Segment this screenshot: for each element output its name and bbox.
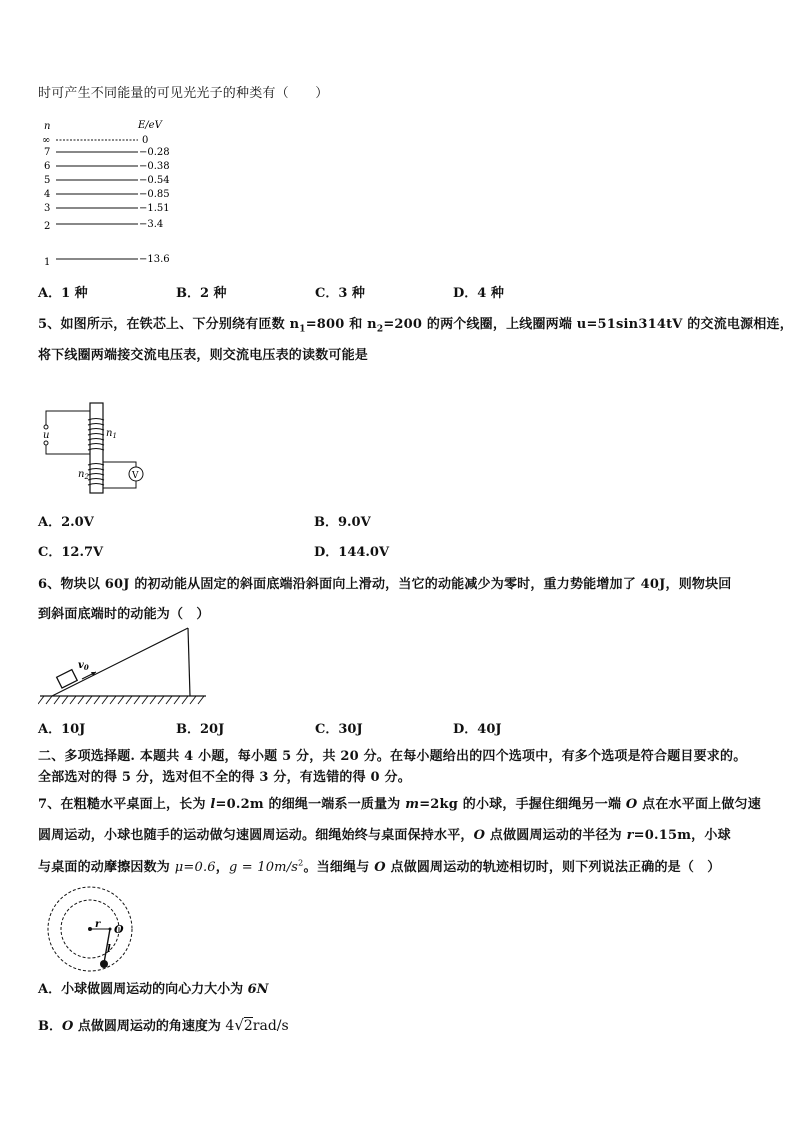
q6-option-c[interactable]: C．30J — [315, 722, 363, 737]
q4-option-b[interactable]: B．2 种 — [176, 286, 227, 301]
radius-label: r — [95, 919, 101, 930]
level-e-6: −0.38 — [139, 161, 170, 172]
q5-text-a: 5、如图所示，在铁芯上、下分别绕有匝数 n — [38, 317, 300, 332]
upper-wire-top — [46, 411, 90, 425]
q5-text-c: =200 的两个线圈，上线圈两端 u=51sin314tV 的交流电源相连， — [383, 317, 793, 332]
transformer-diagram — [38, 398, 158, 498]
level-n-7: 7 — [44, 147, 51, 158]
q5-option-b[interactable]: B．9.0V — [314, 515, 371, 530]
coil-n2-label: $n_2$ — [78, 469, 89, 481]
level-n-2: 2 — [44, 221, 51, 232]
q4-option-c[interactable]: C．3 种 — [315, 286, 365, 301]
q5-n1-sub: 1 — [299, 324, 306, 335]
q6-option-d[interactable]: D．40J — [453, 722, 502, 737]
q6-option-a[interactable]: A．10J — [38, 722, 86, 737]
q7-option-b[interactable]: B．O 点做圆周运动的角速度为 4√2rad/s — [38, 1016, 289, 1034]
section2-line2: 全部选对的得 5 分，选对但不全的得 3 分，有选错的得 0 分。 — [38, 770, 411, 785]
velocity-label: $v_0$ — [78, 660, 89, 672]
level-n-inf: ∞ — [42, 135, 51, 146]
mu-expression: μ=0.6 — [174, 860, 216, 875]
q7-stem-line2: 圆周运动，小球也随手的运动做匀速圆周运动。细绳始终与桌面保持水平，O 点做圆周运动的半径为 r=0.15m，小球 — [38, 828, 731, 843]
level-n-6: 6 — [44, 161, 51, 172]
source-u-label: u — [43, 430, 50, 441]
level-e-2: −3.4 — [139, 219, 164, 230]
g-expression: $g = 10m/s^2$ — [228, 858, 304, 875]
q7-option-a[interactable]: A．小球做圆周运动的向心力大小为 6N — [38, 982, 269, 997]
level-e-inf: 0 — [142, 135, 149, 146]
n-header: n — [44, 121, 51, 132]
energy-level-diagram — [38, 116, 188, 268]
q6-stem-line2: 到斜面底端时的动能为（ ） — [38, 607, 210, 622]
q5-option-c[interactable]: C．12.7V — [38, 545, 104, 560]
q4-option-a[interactable]: A．1 种 — [38, 286, 88, 301]
voltmeter-label: V — [132, 471, 139, 481]
q5-stem-line1 — [38, 313, 793, 335]
q7-stem-line1: 7、在粗糙水平桌面上，长为 l=0.2m 的细绳一端系一质量为 m=2kg 的小球，手握住细绳另一端 O 点在水平面上做匀速 — [38, 797, 761, 812]
level-n-4: 4 — [44, 189, 51, 200]
level-n-1: 1 — [44, 257, 51, 268]
level-n-3: 3 — [44, 203, 51, 214]
level-n-5: 5 — [44, 175, 51, 186]
incline-vertical — [188, 628, 190, 696]
point-o-label: O — [114, 923, 124, 936]
q4-option-d[interactable]: D．4 种 — [453, 286, 504, 301]
incline-diagram — [38, 626, 213, 708]
q7-stem-line3: 与桌面的动摩擦因数为 μ=0.6，$g = 10m/s^2$。当细绳与 O 点做圆周运动的轨迹相切时，则下列说法正确的是（ ） — [38, 858, 721, 875]
q5-option-a[interactable]: A．2.0V — [38, 515, 94, 530]
level-e-1: −13.6 — [139, 254, 170, 265]
q5-stem-line2: 将下线圈两端接交流电压表，则交流电压表的读数可能是 — [38, 348, 369, 363]
circular-motion-diagram — [44, 886, 139, 974]
q4-stem: 时可产生不同能量的可见光光子的种类有（ ） — [38, 86, 329, 101]
terminal-bottom — [44, 441, 48, 445]
q5-text-b: =800 和 n — [305, 317, 377, 332]
level-e-7: −0.28 — [139, 147, 170, 158]
lower-wire-bottom — [103, 481, 136, 488]
angular-velocity-expression: 4√2rad/s — [225, 1016, 289, 1034]
terminal-top — [44, 425, 48, 429]
ball — [100, 960, 108, 968]
section2-line1: 二、多项选择题. 本题共 4 小题，每小题 5 分，共 20 分。在每小题给出的四个选项中，有多个选项是符合题目要求的。 — [38, 749, 747, 764]
q5-option-d[interactable]: D．144.0V — [314, 545, 390, 560]
coil-n1-label: $n_1$ — [106, 428, 117, 440]
e-header: E/eV — [138, 120, 162, 131]
level-e-3: −1.51 — [139, 203, 170, 214]
lower-wire-top — [103, 462, 136, 467]
upper-wire-bottom — [46, 445, 90, 454]
ground-hatching — [38, 696, 204, 704]
string-label: l — [107, 944, 111, 955]
level-e-5: −0.54 — [139, 175, 170, 186]
q5-n2-sub: 2 — [376, 324, 384, 335]
level-e-4: −0.85 — [139, 189, 170, 200]
q6-stem-line1: 6、物块以 60J 的初动能从固定的斜面底端沿斜面向上滑动，当它的动能减少为零时，重力势能增加了 40J，则物块回 — [38, 577, 732, 592]
incline-surface — [52, 628, 188, 696]
q6-option-b[interactable]: B．20J — [176, 722, 225, 737]
